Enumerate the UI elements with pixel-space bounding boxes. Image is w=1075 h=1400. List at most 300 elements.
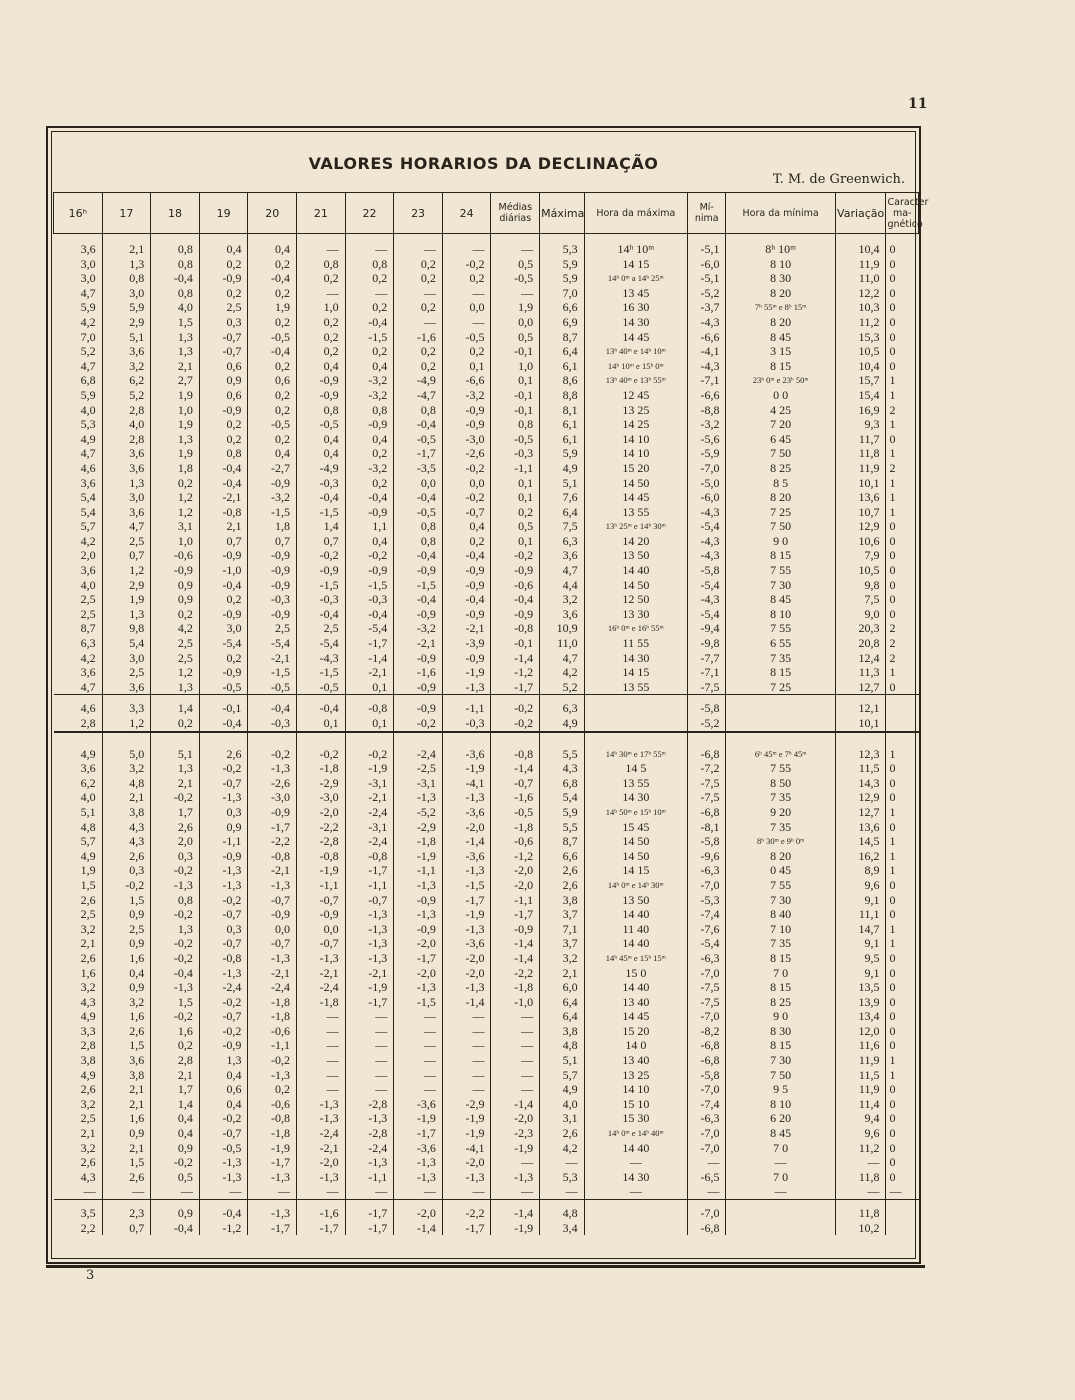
table-cell: —	[297, 242, 346, 257]
table-row	[54, 300, 919, 315]
table-cell: 7 30	[726, 1053, 835, 1068]
table-cell: 1,3	[151, 922, 200, 937]
table-cell: -2,0	[394, 1206, 443, 1221]
table-cell: 8 20	[726, 490, 835, 505]
table-cell: 3,2	[80, 980, 96, 995]
table-cell: -3,7	[687, 300, 725, 315]
table-cell: 15 30	[584, 1111, 687, 1126]
table-row	[54, 1184, 919, 1199]
table-cell: -1,3	[442, 863, 491, 878]
table-cell: 0,2	[442, 344, 491, 359]
table-cell: -0,3	[297, 476, 346, 491]
table-cell: -0,4	[248, 271, 297, 286]
table-cell: 5,1	[80, 804, 96, 819]
table-cell: 8,1	[540, 403, 585, 418]
table-cell: 7 35	[726, 936, 835, 951]
table-cell: 11,0	[835, 271, 886, 286]
table-cell: 1	[886, 417, 919, 432]
divider-cell	[199, 732, 248, 739]
table-cell: 0	[886, 257, 919, 272]
divider-cell	[394, 739, 443, 747]
table-cell: 4,6	[80, 701, 96, 716]
table-cell: 5,1	[151, 747, 200, 762]
table-cell: 0,6	[199, 388, 248, 403]
table-cell: -1,3	[442, 790, 491, 805]
table-cell: 7 35	[726, 820, 835, 835]
divider-cell	[151, 732, 200, 739]
table-cell: 0,4	[345, 432, 394, 447]
table-cell: -4,3	[687, 534, 725, 549]
divider-cell	[540, 732, 585, 739]
table-cell: -1,3	[442, 922, 491, 937]
table-cell: —	[297, 1053, 346, 1068]
divider-cell	[394, 234, 443, 243]
table-cell: 3,1	[540, 1111, 585, 1126]
table-cell: -0,6	[151, 548, 200, 563]
table-cell: -2,1	[248, 966, 297, 981]
table-cell: -0,1	[491, 344, 540, 359]
table-cell: —	[491, 1184, 540, 1199]
table-cell: -1,8	[297, 995, 346, 1010]
table-cell: -1,3	[442, 680, 491, 695]
column-header: Máxima	[540, 193, 585, 234]
table-cell: 0,9	[151, 1206, 200, 1221]
table-row	[54, 271, 919, 286]
table-row	[54, 878, 919, 893]
table-cell: -1,5	[297, 505, 346, 520]
table-cell: 8 15	[726, 359, 835, 374]
table-cell: -0,7	[199, 936, 248, 951]
divider-cell	[199, 739, 248, 747]
table-cell: 2,5	[80, 606, 96, 621]
table-cell: -1,9	[394, 849, 443, 864]
table-cell: —	[345, 1038, 394, 1053]
table-cell: 8 45	[726, 1126, 835, 1141]
table-cell: -1,1	[491, 461, 540, 476]
table-cell: 4,7	[540, 563, 585, 578]
table-cell: 0,9	[199, 820, 248, 835]
table-cell: 16,2	[835, 849, 886, 864]
table-cell: 6,1	[540, 417, 585, 432]
table-cell: 2	[886, 621, 919, 636]
table-cell: —	[491, 1038, 540, 1053]
table-cell	[726, 716, 835, 732]
mean-row	[54, 1206, 919, 1221]
table-cell: -1,7	[442, 893, 491, 908]
table-cell: 0,9	[151, 578, 200, 593]
table-cell: 1,6	[102, 1111, 151, 1126]
table-cell: 15 20	[584, 1024, 687, 1039]
table-cell: 0	[886, 534, 919, 549]
table-cell: -0,4	[442, 592, 491, 607]
table-cell: 4,8	[540, 1206, 585, 1221]
table-cell: -1,7	[491, 680, 540, 695]
table-cell: -2,1	[248, 863, 297, 878]
table-cell: 2,6	[540, 863, 585, 878]
table-cell: 7 10	[726, 922, 835, 937]
table-cell: 14ʰ 0ᵐ e 14ʰ 30ᵐ	[584, 878, 687, 893]
table-cell: -1,5	[394, 995, 443, 1010]
table-cell: -0,9	[394, 922, 443, 937]
table-row	[54, 951, 919, 966]
table-cell: -6,8	[687, 1038, 725, 1053]
table-cell: 7,5	[540, 519, 585, 534]
divider-cell	[687, 234, 725, 243]
table-cell: 0,5	[491, 257, 540, 272]
table-cell: -0,9	[491, 922, 540, 937]
table-cell: -0,4	[199, 1206, 248, 1221]
table-cell: 9,3	[835, 417, 886, 432]
table-cell: 14 5	[584, 761, 687, 776]
table-row	[54, 359, 919, 374]
table-cell: 6,3	[540, 534, 585, 549]
table-cell: 1,2	[151, 665, 200, 680]
table-cell: -5,4	[248, 636, 297, 651]
table-cell: -0,8	[491, 621, 540, 636]
table-cell: 14ʰ 0ᵐ e 14ʰ 40ᵐ	[584, 1126, 687, 1141]
table-cell: -0,6	[491, 578, 540, 593]
table-cell: 3,6	[80, 242, 96, 256]
table-cell: 8 10	[726, 607, 835, 622]
table-cell: -2,4	[297, 1126, 346, 1141]
table-cell: 0,5	[491, 519, 540, 534]
divider-cell	[886, 234, 919, 243]
table-cell: 1,9	[151, 388, 200, 403]
table-cell: —	[394, 242, 443, 257]
table-cell: 9 20	[726, 805, 835, 820]
table-row	[54, 257, 919, 272]
table-cell: -0,9	[394, 893, 443, 908]
table-cell: 2,8	[102, 432, 151, 447]
table-cell: 0	[886, 680, 919, 695]
table-cell: 0,3	[199, 922, 248, 937]
table-cell: 0,2	[297, 315, 346, 330]
table-cell: 8 10	[726, 1097, 835, 1112]
table-cell: 0,1	[345, 716, 394, 732]
table-cell: -5,9	[687, 446, 725, 461]
table-cell	[584, 1221, 687, 1236]
table-cell: 0,2	[394, 344, 443, 359]
table-cell: -0,4	[151, 271, 200, 286]
table-cell: 8ʰ 10ᵐ	[726, 242, 835, 257]
table-cell: -1,1	[345, 878, 394, 893]
table-cell: 10,5	[835, 344, 886, 359]
table-cell: 13 50	[584, 893, 687, 908]
table-cell: —	[442, 1184, 491, 1199]
table-cell: -3,2	[345, 388, 394, 403]
table-cell: 4,3	[80, 994, 96, 1009]
table-cell: 5,1	[540, 476, 585, 491]
table-cell: 0,4	[199, 242, 248, 257]
table-cell: 2,5	[80, 907, 96, 922]
table-cell: 10,1	[835, 476, 886, 491]
table-cell: 2,5	[248, 621, 297, 636]
table-cell: 1,9	[102, 592, 151, 607]
table-cell: 7 50	[726, 1068, 835, 1083]
table-cell: -5,8	[687, 563, 725, 578]
table-cell: 0	[886, 300, 919, 315]
table-cell: 13 40	[584, 1053, 687, 1068]
table-cell: 0	[886, 893, 919, 908]
table-cell: -3,0	[248, 790, 297, 805]
table-cell: 4,2	[80, 314, 96, 329]
table-cell: -5,2	[687, 286, 725, 301]
table-cell: —	[726, 1184, 835, 1199]
table-cell: —	[491, 242, 540, 257]
table-cell: 8 20	[726, 849, 835, 864]
table-cell: 9,6	[835, 1126, 886, 1141]
table-cell: -0,5	[248, 330, 297, 345]
table-cell: 3,2	[102, 359, 151, 374]
table-cell: 4,7	[80, 358, 96, 373]
table-cell: -1,3	[151, 980, 200, 995]
table-cell: 2,1	[151, 1068, 200, 1083]
table-cell: 0,6	[248, 373, 297, 388]
column-header: 16ʰ	[54, 193, 103, 234]
table-cell: -5,4	[297, 636, 346, 651]
table-row	[54, 621, 919, 636]
table-cell: 1,3	[151, 330, 200, 345]
table-cell: 11,8	[835, 1206, 886, 1221]
table-cell: 15,4	[835, 388, 886, 403]
table-cell: -1,7	[491, 907, 540, 922]
table-cell: 11,9	[835, 461, 886, 476]
table-cell: 14 45	[584, 330, 687, 345]
table-cell: 3,6	[80, 563, 96, 578]
table-cell: -0,1	[199, 701, 248, 716]
table-cell: -2,2	[297, 820, 346, 835]
table-cell: 3,5	[80, 1206, 96, 1220]
table-cell: 0,9	[151, 1141, 200, 1156]
table-cell: 4,9	[540, 716, 585, 732]
table-cell: 0,5	[151, 1170, 200, 1185]
table-cell: 1,9	[248, 300, 297, 315]
table-row	[54, 1053, 919, 1068]
table-cell: 14,5	[835, 834, 886, 849]
table-cell: 9,5	[835, 951, 886, 966]
table-cell: 2,1	[102, 790, 151, 805]
table-cell: 1,3	[151, 432, 200, 447]
table-cell: 3,1	[151, 519, 200, 534]
table-cell: 2,1	[102, 1141, 151, 1156]
table-cell: 11,8	[835, 1170, 886, 1185]
table-cell: 2,1	[80, 1126, 96, 1141]
table-cell: 0,3	[199, 805, 248, 820]
table-row	[54, 747, 919, 762]
table-cell: —	[886, 1184, 919, 1199]
table-cell: 0,8	[151, 286, 200, 301]
table-cell: 8 15	[726, 980, 835, 995]
table-cell: —	[726, 1155, 835, 1170]
table-cell: 12,0	[835, 1024, 886, 1039]
table-cell: 14ʰ 30ᵐ e 17ʰ 55ᵐ	[584, 747, 687, 762]
table-cell: 13ʰ 40ᵐ e 14ʰ 10ᵐ	[584, 344, 687, 359]
table-cell: 15,7	[835, 373, 886, 388]
table-cell: -0,8	[199, 951, 248, 966]
table-cell: -0,9	[297, 373, 346, 388]
table-cell: 0	[886, 344, 919, 359]
table-cell: 15 0	[584, 966, 687, 981]
table-cell: 5,7	[80, 834, 96, 849]
table-cell: 0,1	[491, 534, 540, 549]
column-header: 18	[151, 193, 200, 234]
table-cell: -1,7	[394, 951, 443, 966]
table-cell: 8,9	[835, 863, 886, 878]
table-cell: -7,0	[687, 1082, 725, 1097]
table-cell: 5,5	[540, 820, 585, 835]
table-cell: -6,3	[687, 951, 725, 966]
table-cell: -2,0	[394, 966, 443, 981]
table-cell: 0,2	[345, 344, 394, 359]
table-cell: —	[491, 1155, 540, 1170]
table-cell: -2,1	[442, 621, 491, 636]
table-cell: -0,4	[442, 548, 491, 563]
table-cell: -5,4	[687, 519, 725, 534]
table-cell: —	[297, 286, 346, 301]
table-cell: 1	[886, 446, 919, 461]
table-cell: 1,3	[102, 257, 151, 272]
divider-cell	[248, 739, 297, 747]
table-cell: -1,9	[297, 863, 346, 878]
table-cell: -0,5	[199, 1141, 248, 1156]
table-cell: -2,1	[394, 636, 443, 651]
table-cell: 2,1	[102, 1097, 151, 1112]
table-cell: -3,6	[442, 936, 491, 951]
table-cell: -6,8	[687, 805, 725, 820]
table-cell: 0,4	[297, 359, 346, 374]
table-cell: 4,7	[102, 519, 151, 534]
table-cell: 13 30	[584, 607, 687, 622]
table-cell: 2,2	[80, 1220, 96, 1235]
table-cell: -1,5	[248, 505, 297, 520]
table-cell	[886, 1206, 919, 1221]
table-cell: 2,8	[80, 1038, 96, 1053]
column-header: Mí-nima	[687, 193, 725, 234]
table-cell: 0,8	[102, 271, 151, 286]
table-cell: -3,2	[442, 388, 491, 403]
table-cell: -1,8	[394, 834, 443, 849]
table-cell: 14 45	[584, 490, 687, 505]
table-cell: 0	[886, 578, 919, 593]
divider-cell	[540, 234, 585, 243]
table-cell: -7,0	[687, 1206, 725, 1221]
mean-row	[54, 1221, 919, 1236]
table-cell: -0,2	[151, 1009, 200, 1024]
table-cell: -1,1	[442, 701, 491, 716]
table-cell: -0,9	[442, 607, 491, 622]
table-cell: —	[442, 1024, 491, 1039]
table-cell: —	[442, 1053, 491, 1068]
table-cell: 14ʰ 10ᵐ e 15ʰ 0ᵐ	[584, 359, 687, 374]
table-frame	[46, 126, 929, 1264]
table-cell: 0,2	[345, 300, 394, 315]
divider-cell	[540, 739, 585, 747]
table-cell: 5,9	[80, 387, 96, 402]
table-cell: 0,4	[297, 432, 346, 447]
table-cell: 11,9	[835, 257, 886, 272]
table-cell: 0,2	[248, 257, 297, 272]
table-cell: -1,3	[199, 863, 248, 878]
table-cell	[886, 716, 919, 732]
table-cell: 2,5	[102, 534, 151, 549]
table-cell: —	[297, 1038, 346, 1053]
table-cell: 11,1	[835, 907, 886, 922]
table-cell: -0,2	[102, 878, 151, 893]
divider-cell	[726, 739, 835, 747]
table-cell: 1	[886, 805, 919, 820]
table-cell: -0,2	[345, 548, 394, 563]
table-cell: 3,6	[102, 446, 151, 461]
table-cell: 0,7	[248, 534, 297, 549]
table-cell: 14ʰ 50ᵐ e 15ʰ 10ᵐ	[584, 805, 687, 820]
table-cell	[886, 1221, 919, 1236]
table-cell: -2,8	[297, 834, 346, 849]
table-cell: 0,4	[151, 1126, 200, 1141]
table-cell: 7 35	[726, 651, 835, 666]
table-cell: 8 30	[726, 271, 835, 286]
table-cell: -1,5	[345, 330, 394, 345]
table-cell: -7,5	[687, 680, 725, 695]
table-cell: -0,6	[491, 834, 540, 849]
table-cell: 5,3	[80, 417, 96, 432]
table-cell: 0	[886, 907, 919, 922]
table-cell: -1,3	[248, 878, 297, 893]
table-cell: 0	[886, 1170, 919, 1185]
table-cell: -1,6	[394, 330, 443, 345]
table-cell: 14 40	[584, 907, 687, 922]
table-row	[54, 403, 919, 418]
table-cell: 7 0	[726, 1141, 835, 1156]
table-cell: -0,7	[297, 936, 346, 951]
table-cell: -1,3	[394, 1170, 443, 1185]
table-cell: -7,2	[687, 761, 725, 776]
table-cell: 0	[886, 592, 919, 607]
table-cell: 16,9	[835, 403, 886, 418]
table-cell: 8 30	[726, 1024, 835, 1039]
table-cell: 1,8	[248, 519, 297, 534]
table-cell: -0,9	[199, 1038, 248, 1053]
table-cell: 1,5	[102, 1038, 151, 1053]
table-cell: 3,8	[102, 805, 151, 820]
table-row	[54, 1068, 919, 1083]
table-cell: -0,9	[442, 651, 491, 666]
table-cell	[584, 1206, 687, 1221]
table-cell: 0,4	[199, 1097, 248, 1112]
divider-cell	[102, 234, 151, 243]
table-cell: -4,3	[687, 315, 725, 330]
table-cell: 3,2	[540, 951, 585, 966]
table-cell: 7 25	[726, 505, 835, 520]
table-row	[54, 476, 919, 491]
table-cell: -1,2	[491, 665, 540, 680]
table-cell: 4,3	[540, 761, 585, 776]
table-cell: -1,6	[297, 1206, 346, 1221]
table-cell: -1,1	[248, 1038, 297, 1053]
table-cell: 4,0	[151, 300, 200, 315]
table-cell: 3,8	[102, 1068, 151, 1083]
table-cell: 2,8	[102, 403, 151, 418]
table-cell: 0,2	[442, 271, 491, 286]
table-cell: -0,2	[248, 747, 297, 762]
table-cell: 14,3	[835, 776, 886, 791]
table-cell: -6,6	[442, 373, 491, 388]
table-cell: 11 55	[584, 636, 687, 651]
table-cell: 2,5	[297, 621, 346, 636]
table-cell: 3,7	[540, 907, 585, 922]
table-cell: 1	[886, 1053, 919, 1068]
table-cell: 5,3	[540, 1170, 585, 1185]
table-cell: 5,1	[540, 1053, 585, 1068]
